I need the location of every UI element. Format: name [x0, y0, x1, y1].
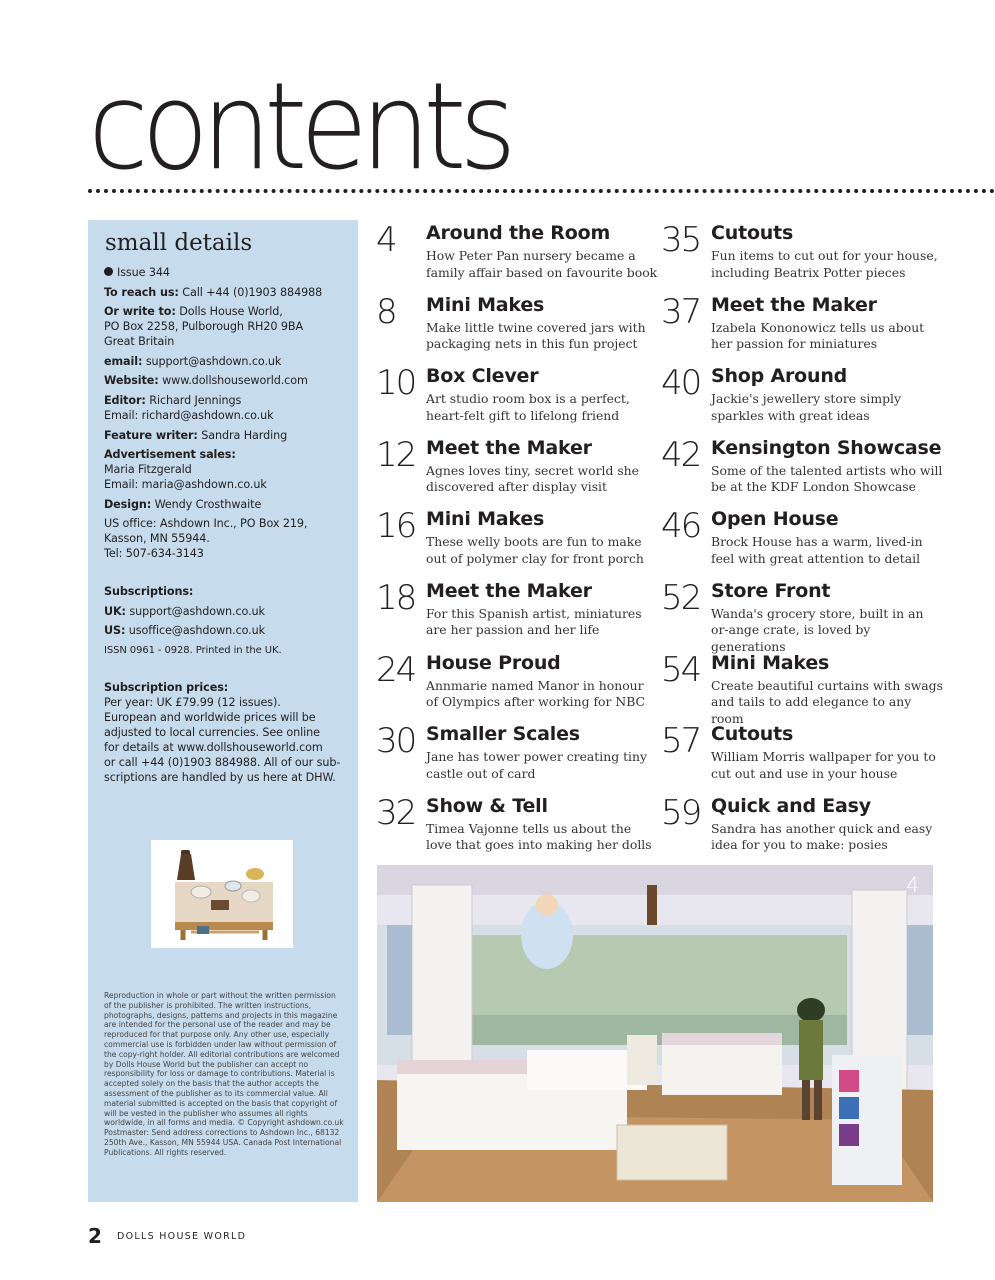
entry-description: For this Spanish artist, miniatures are her passion and her life	[426, 605, 642, 638]
page-number: 35	[661, 220, 701, 260]
entry-description: Sandra has another quick and easy idea for you to make: posies	[711, 820, 933, 853]
uk-subscriptions: UK: support@ashdown.co.uk	[104, 604, 265, 618]
postal-address: Or write to: Dolls House World, PO Box 2258, Pulborough RH20 9BA Great Britain	[104, 305, 303, 349]
advertisement-sales: Advertisement sales: Maria Fitzgerald Email: maria@ashdown.co.uk	[104, 448, 267, 492]
toc-entry[interactable]	[661, 365, 951, 437]
page-title: contents	[88, 58, 510, 197]
contact-email: email: support@ashdown.co.uk	[104, 354, 282, 368]
page-number: 59	[661, 792, 701, 833]
toc-entry[interactable]	[376, 365, 666, 437]
entry-description: Timea Vajonne tells us about the love that goes into making her dolls	[426, 820, 652, 853]
small-details-sidebar	[88, 220, 358, 1202]
entry-description: Create beautiful curtains with swags and tails to add elegance to any room	[711, 677, 943, 726]
us-office: US office: Ashdown Inc., PO Box 219, Kasson, MN 55944. Tel: 507-634-3143	[104, 517, 308, 561]
page-number: 40	[661, 363, 701, 404]
page-number: 16	[376, 506, 416, 547]
toc-entry[interactable]	[376, 434, 666, 509]
entry-description: Fun items to cut out for your house, including Beatrix Potter pieces	[711, 248, 938, 280]
entry-title: Mini Makes	[711, 651, 830, 674]
entry-title: Meet the Maker	[426, 579, 592, 602]
entry-title: Mini Makes	[426, 508, 545, 531]
nursery-room-photo	[377, 865, 933, 1202]
entry-title: Store Front	[711, 579, 831, 602]
entry-description: Brock House has a warm, lived-in feel with great attention to detail	[711, 534, 923, 566]
entry-title: Meet the Maker	[711, 293, 877, 316]
page-number: 37	[661, 291, 701, 332]
toc-entry[interactable]	[661, 792, 951, 867]
subscriptions-heading: Subscriptions:	[104, 584, 194, 598]
sidebar-heading: small details	[105, 230, 253, 256]
page-footer	[88, 1224, 246, 1248]
entry-title: Quick and Easy	[711, 794, 871, 817]
page-number: 54	[661, 649, 701, 690]
toc-entry[interactable]	[661, 291, 951, 366]
entry-title: House Proud	[426, 651, 561, 674]
entry-title: Shop Around	[711, 365, 848, 388]
entry-description: How Peter Pan nursery became a family affair based on favourite book	[426, 248, 658, 280]
toc-entry[interactable]	[661, 649, 951, 726]
entry-title: Cutouts	[711, 222, 794, 244]
page-number: 30	[376, 721, 416, 762]
toc-entry[interactable]	[661, 434, 951, 509]
page-number: 52	[661, 577, 701, 618]
toc-entry[interactable]	[661, 508, 951, 580]
entry-description: Jackie's jewellery store simply sparkles with great ideas	[711, 391, 901, 423]
entry-description: These welly boots are fun to make out of polymer clay for front porch	[426, 534, 644, 566]
entry-title: Open House	[711, 508, 839, 531]
toc-entry[interactable]	[376, 222, 666, 294]
page-number: 24	[376, 649, 416, 690]
entry-title: Cutouts	[711, 723, 794, 746]
kitchen-table-photo	[151, 840, 293, 948]
design-credit: Design: Wendy Crosthwaite	[104, 497, 262, 511]
page-number: 4	[376, 220, 396, 260]
page-number: 46	[661, 506, 701, 547]
page-number: 8	[376, 291, 396, 332]
toc-entry[interactable]	[661, 723, 951, 795]
page-number: 57	[661, 721, 701, 762]
toc-entry[interactable]	[376, 723, 666, 795]
dotted-divider	[88, 189, 995, 193]
entry-description: William Morris wallpaper for you to cut out and use in your house	[711, 749, 936, 781]
feature-writer: Feature writer: Sandra Harding	[104, 428, 288, 442]
toc-entry[interactable]	[661, 222, 951, 294]
toc-column-right	[661, 222, 951, 866]
us-subscriptions: US: usoffice@ashdown.co.uk	[104, 624, 266, 638]
page-number: 32	[376, 792, 416, 833]
entry-title: Box Clever	[426, 365, 539, 388]
page-number: 12	[376, 434, 416, 475]
magazine-name: DOLLS HOUSE WORLD	[117, 1230, 247, 1242]
entry-title: Meet the Maker	[426, 436, 592, 459]
subscription-prices: Subscription prices: Per year: UK £79.99 (12 issues). European and worldwide prices will be adjusted to local currencies. See online for details at www.dollshouseworld.com or call +44 (0)1903 884988. All of our sub- scriptions are handled by us here at DHW.	[104, 681, 341, 785]
page-number: 18	[376, 577, 416, 618]
folio-number: 2	[88, 1224, 102, 1248]
toc-column-left	[376, 222, 666, 866]
entry-description: Art studio room box is a perfect, heart-felt gift to lifelong friend	[426, 391, 630, 423]
toc-entry[interactable]	[376, 792, 666, 867]
issn: ISSN 0961 - 0928. Printed in the UK.	[104, 644, 282, 656]
toc-entry[interactable]	[376, 577, 666, 652]
entry-title: Show & Tell	[426, 794, 548, 817]
bullet-icon	[104, 267, 113, 276]
entry-description: Some of the talented artists who will be at the KDF London Showcase	[711, 462, 943, 495]
entry-description: Jane has tower power creating tiny castle out of card	[426, 749, 647, 781]
website: Website: www.dollshouseworld.com	[104, 374, 308, 388]
entry-title: Kensington Showcase	[711, 436, 942, 459]
entry-description: Wanda's grocery store, built in an or-ange crate, is loved by generations	[711, 605, 924, 654]
entry-description: Make little twine covered jars with packaging nets in this fun project	[426, 319, 646, 352]
entry-title: Smaller Scales	[426, 723, 580, 746]
entry-title: Mini Makes	[426, 293, 545, 316]
photo-page-reference: 4	[906, 873, 919, 897]
toc-entry[interactable]	[376, 649, 666, 724]
entry-description: Agnes loves tiny, secret world she discovered after display visit	[426, 462, 639, 495]
editor: Editor: Richard Jennings Email: richard@ashdown.co.uk	[104, 393, 274, 422]
page-number: 10	[376, 363, 416, 404]
contact-phone: To reach us: Call +44 (0)1903 884988	[104, 285, 323, 299]
toc-entry[interactable]	[376, 291, 666, 366]
entry-description: Annmarie named Manor in honour of Olympics after working for NBC	[426, 677, 646, 710]
legal-small-print: Reproduction in whole or part without the written permission of the publisher is prohibited. The written instructions, photographs, designs, patterns and projects in this magazine are intended for the personal use of the reader and may be reproduced for that purpose only. Any other use, especially commercial use is forbidden under law without permission of the copy-right holder. All editorial contributions are welcomed by Dolls House World but the publisher can accept no responsibility for loss or damage to contributions. Material is accepted solely on the basis that the author accepts the assessment of the publisher as to its commercial value. All material submitted is accepted on the basis that copyright of will be vested in the publisher who assumes all rights worldwide, in all forms and media. © Copyright ashdown.co.uk Postmaster: Send address corrections to Ashdown Inc., 68132 250th Ave., Kasson, MN 55944 USA. Canada Post International Publications. All rights reserved.	[104, 991, 344, 1157]
page-number: 42	[661, 434, 701, 475]
toc-entry[interactable]	[661, 577, 951, 654]
entry-description: Izabela Kononowicz tells us about her passion for miniatures	[711, 319, 925, 352]
toc-entry[interactable]	[376, 508, 666, 580]
entry-title: Around the Room	[426, 222, 611, 244]
issue-line: Issue 344	[104, 265, 342, 280]
